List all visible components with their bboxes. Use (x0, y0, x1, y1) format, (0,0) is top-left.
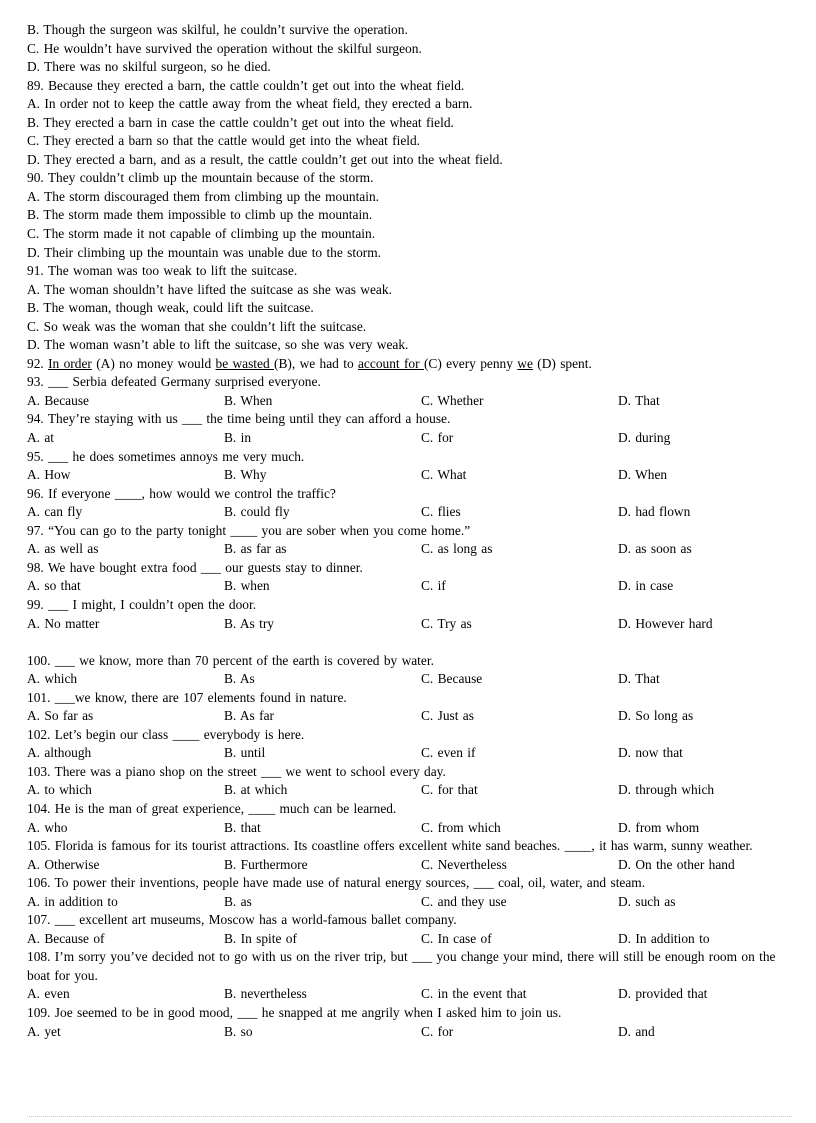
option-a: A. even (27, 986, 70, 1002)
option-line: D. Their climbing up the mountain was unable due to the storm. (27, 244, 382, 260)
question-text: 109. Joe seemed to be in good mood, ___ he snapped at me angrily when I asked him to join us. (27, 1004, 562, 1020)
option-c: C. if (421, 578, 446, 594)
option-c: C. and they use (421, 893, 507, 909)
question-text: 101. ___we know, there are 107 elements found in nature. (27, 689, 347, 705)
option-c: C. In case of (421, 930, 492, 946)
question-text: 106. To power their inventions, people have made use of natural energy sources, ___ coal, oil, water, and steam. (27, 875, 646, 891)
q92-underlined-c: account for (357, 355, 424, 371)
question-text: 104. He is the man of great experience, ____ much can be learned. (27, 800, 397, 816)
option-b: B. when (224, 578, 270, 594)
option-a: A. No matter (27, 615, 100, 631)
question-text: 99. ___ I might, I couldn’t open the door. (27, 596, 257, 612)
option-row (27, 819, 787, 838)
option-b: B. that (224, 819, 261, 835)
option-b: B. at which (224, 782, 288, 798)
option-b: B. in (224, 430, 252, 446)
option-a: A. in addition to (27, 893, 118, 909)
option-b: B. When (224, 392, 273, 408)
option-a: A. How (27, 467, 71, 483)
option-a: A. although (27, 745, 92, 761)
question-text: 107. ___ excellent art museums, Moscow has a world-famous ballet company. (27, 912, 457, 928)
option-d: D. That (618, 671, 660, 687)
option-row (27, 1023, 787, 1042)
option-b: B. nevertheless (224, 986, 307, 1002)
option-row (27, 744, 787, 763)
option-c: C. Just as (421, 708, 474, 724)
option-d: D. through which (618, 782, 715, 798)
q92-text: (B), we had to (274, 355, 358, 371)
option-row (27, 615, 787, 634)
option-line: D. The woman wasn’t able to lift the suitcase, so she was very weak. (27, 337, 409, 353)
q92-underlined-a: In order (48, 355, 92, 371)
question-text: 97. “You can go to the party tonight ____ you are sober when you come home.” (27, 522, 471, 538)
question-text: 96. If everyone ____, how would we control the traffic? (27, 485, 336, 501)
option-a: A. can fly (27, 504, 83, 520)
option-line: B. They erected a barn in case the cattle couldn’t get out into the wheat field. (27, 114, 454, 130)
option-line: C. So weak was the woman that she couldn’t lift the suitcase. (27, 318, 367, 334)
option-row (27, 670, 787, 689)
option-a: A. yet (27, 1023, 61, 1039)
option-row (27, 503, 787, 522)
option-row (27, 466, 787, 485)
option-a: A. as well as (27, 541, 99, 557)
question-text: 102. Let’s begin our class ____ everybody is here. (27, 726, 305, 742)
option-a: A. Otherwise (27, 856, 100, 872)
option-c: C. Nevertheless (421, 856, 507, 872)
option-c: C. What (421, 467, 467, 483)
option-b: B. as (224, 893, 252, 909)
question-text: 100. ___ we know, more than 70 percent of the earth is covered by water. (27, 652, 434, 668)
option-d: D. as soon as (618, 541, 692, 557)
option-c: C. as long as (421, 541, 493, 557)
option-a: A. so that (27, 578, 81, 594)
option-b: B. as far as (224, 541, 287, 557)
option-b: B. could fly (224, 504, 290, 520)
option-d: D. On the other hand (618, 856, 735, 872)
option-line: C. He wouldn’t have survived the operation without the skilful surgeon. (27, 40, 422, 56)
option-b: B. Why (224, 467, 267, 483)
question-text: 98. We have bought extra food ___ our guests stay to dinner. (27, 559, 363, 575)
option-c: C. in the event that (421, 986, 527, 1002)
option-a: A. which (27, 671, 78, 687)
question-text: 105. Florida is famous for its tourist attractions. Its coastline offers excellent white sand beaches. ____, it has warm, sunny weather. (27, 838, 753, 854)
q92-underlined-d: we (517, 355, 533, 371)
option-d: D. and (618, 1023, 655, 1039)
option-d: D. provided that (618, 986, 708, 1002)
option-row (27, 930, 787, 949)
option-line: A. The woman shouldn’t have lifted the suitcase as she was weak. (27, 281, 392, 297)
option-a: A. who (27, 819, 68, 835)
option-row (27, 577, 787, 596)
option-c: C. Because (421, 671, 483, 687)
option-d: D. now that (618, 745, 683, 761)
option-row (27, 893, 787, 912)
option-line: A. The storm discouraged them from climbing up the mountain. (27, 188, 380, 204)
option-line: C. The storm made it not capable of climbing up the mountain. (27, 226, 376, 242)
option-a: A. Because of (27, 930, 105, 946)
option-c: C. for that (421, 782, 478, 798)
option-d: D. That (618, 392, 660, 408)
option-line: D. They erected a barn, and as a result, the cattle couldn’t get out into the wheat field. (27, 151, 503, 167)
question-text: 90. They couldn’t climb up the mountain because of the storm. (27, 170, 374, 186)
section-gap (27, 633, 787, 652)
question-text: 95. ___ he does sometimes annoys me very much. (27, 448, 305, 464)
option-d: D. However hard (618, 615, 713, 631)
question-92 (27, 355, 787, 374)
option-b: B. until (224, 745, 266, 761)
question-text: 89. Because they erected a barn, the cattle couldn’t get out into the wheat field. (27, 77, 465, 93)
option-a: A. at (27, 430, 55, 446)
option-b: B. Furthermore (224, 856, 308, 872)
option-d: D. such as (618, 893, 676, 909)
q92-text: (A) no money would (91, 355, 216, 371)
question-text: 103. There was a piano shop on the street ___ we went to school every day. (27, 763, 446, 779)
option-c: C. Whether (421, 392, 484, 408)
option-row (27, 707, 787, 726)
q92-text: (C) every penny (423, 355, 518, 371)
option-b: B. As far (224, 708, 274, 724)
question-text: 94. They’re staying with us ___ the time being until they can afford a house. (27, 411, 451, 427)
option-d: D. In addition to (618, 930, 710, 946)
option-d: D. in case (618, 578, 674, 594)
question-text: 108. I’m sorry you’ve decided not to go with us on the river trip, but ___ you change your mind, there will still be enough room on the boat for you. (27, 949, 776, 983)
question-text: 91. The woman was too weak to lift the suitcase. (27, 263, 298, 279)
worksheet-content (27, 21, 787, 1041)
option-c: C. from which (421, 819, 501, 835)
option-row (27, 856, 787, 875)
option-d: D. had flown (618, 504, 691, 520)
option-b: B. In spite of (224, 930, 297, 946)
option-line: A. In order not to keep the cattle away from the wheat field, they erected a barn. (27, 96, 473, 112)
option-c: C. flies (421, 504, 461, 520)
option-line: C. They erected a barn so that the cattle would get into the wheat field. (27, 133, 421, 149)
option-d: D. from whom (618, 819, 700, 835)
option-row (27, 429, 787, 448)
option-line: B. The storm made them impossible to climb up the mountain. (27, 207, 373, 223)
q92-text: (D) spent. (532, 355, 592, 371)
option-c: C. for (421, 430, 454, 446)
option-d: D. When (618, 467, 668, 483)
option-c: C. Try as (421, 615, 472, 631)
option-a: A. Because (27, 392, 89, 408)
footer-divider (27, 1116, 792, 1117)
question-text: 93. ___ Serbia defeated Germany surprised everyone. (27, 374, 321, 390)
option-row (27, 781, 787, 800)
q92-underlined-b: be wasted (215, 355, 275, 371)
option-b: B. As (224, 671, 255, 687)
option-b: B. As try (224, 615, 274, 631)
option-line: B. Though the surgeon was skilful, he couldn’t survive the operation. (27, 22, 408, 37)
q92-text: 92. (27, 355, 49, 371)
option-d: D. during (618, 430, 671, 446)
option-line: D. There was no skilful surgeon, so he died. (27, 59, 271, 75)
option-b: B. so (224, 1023, 253, 1039)
option-row (27, 540, 787, 559)
option-d: D. So long as (618, 708, 694, 724)
option-a: A. So far as (27, 708, 94, 724)
option-a: A. to which (27, 782, 92, 798)
option-row (27, 985, 787, 1004)
option-row (27, 392, 787, 411)
option-line: B. The woman, though weak, could lift the suitcase. (27, 300, 314, 316)
option-c: C. for (421, 1023, 454, 1039)
option-c: C. even if (421, 745, 476, 761)
